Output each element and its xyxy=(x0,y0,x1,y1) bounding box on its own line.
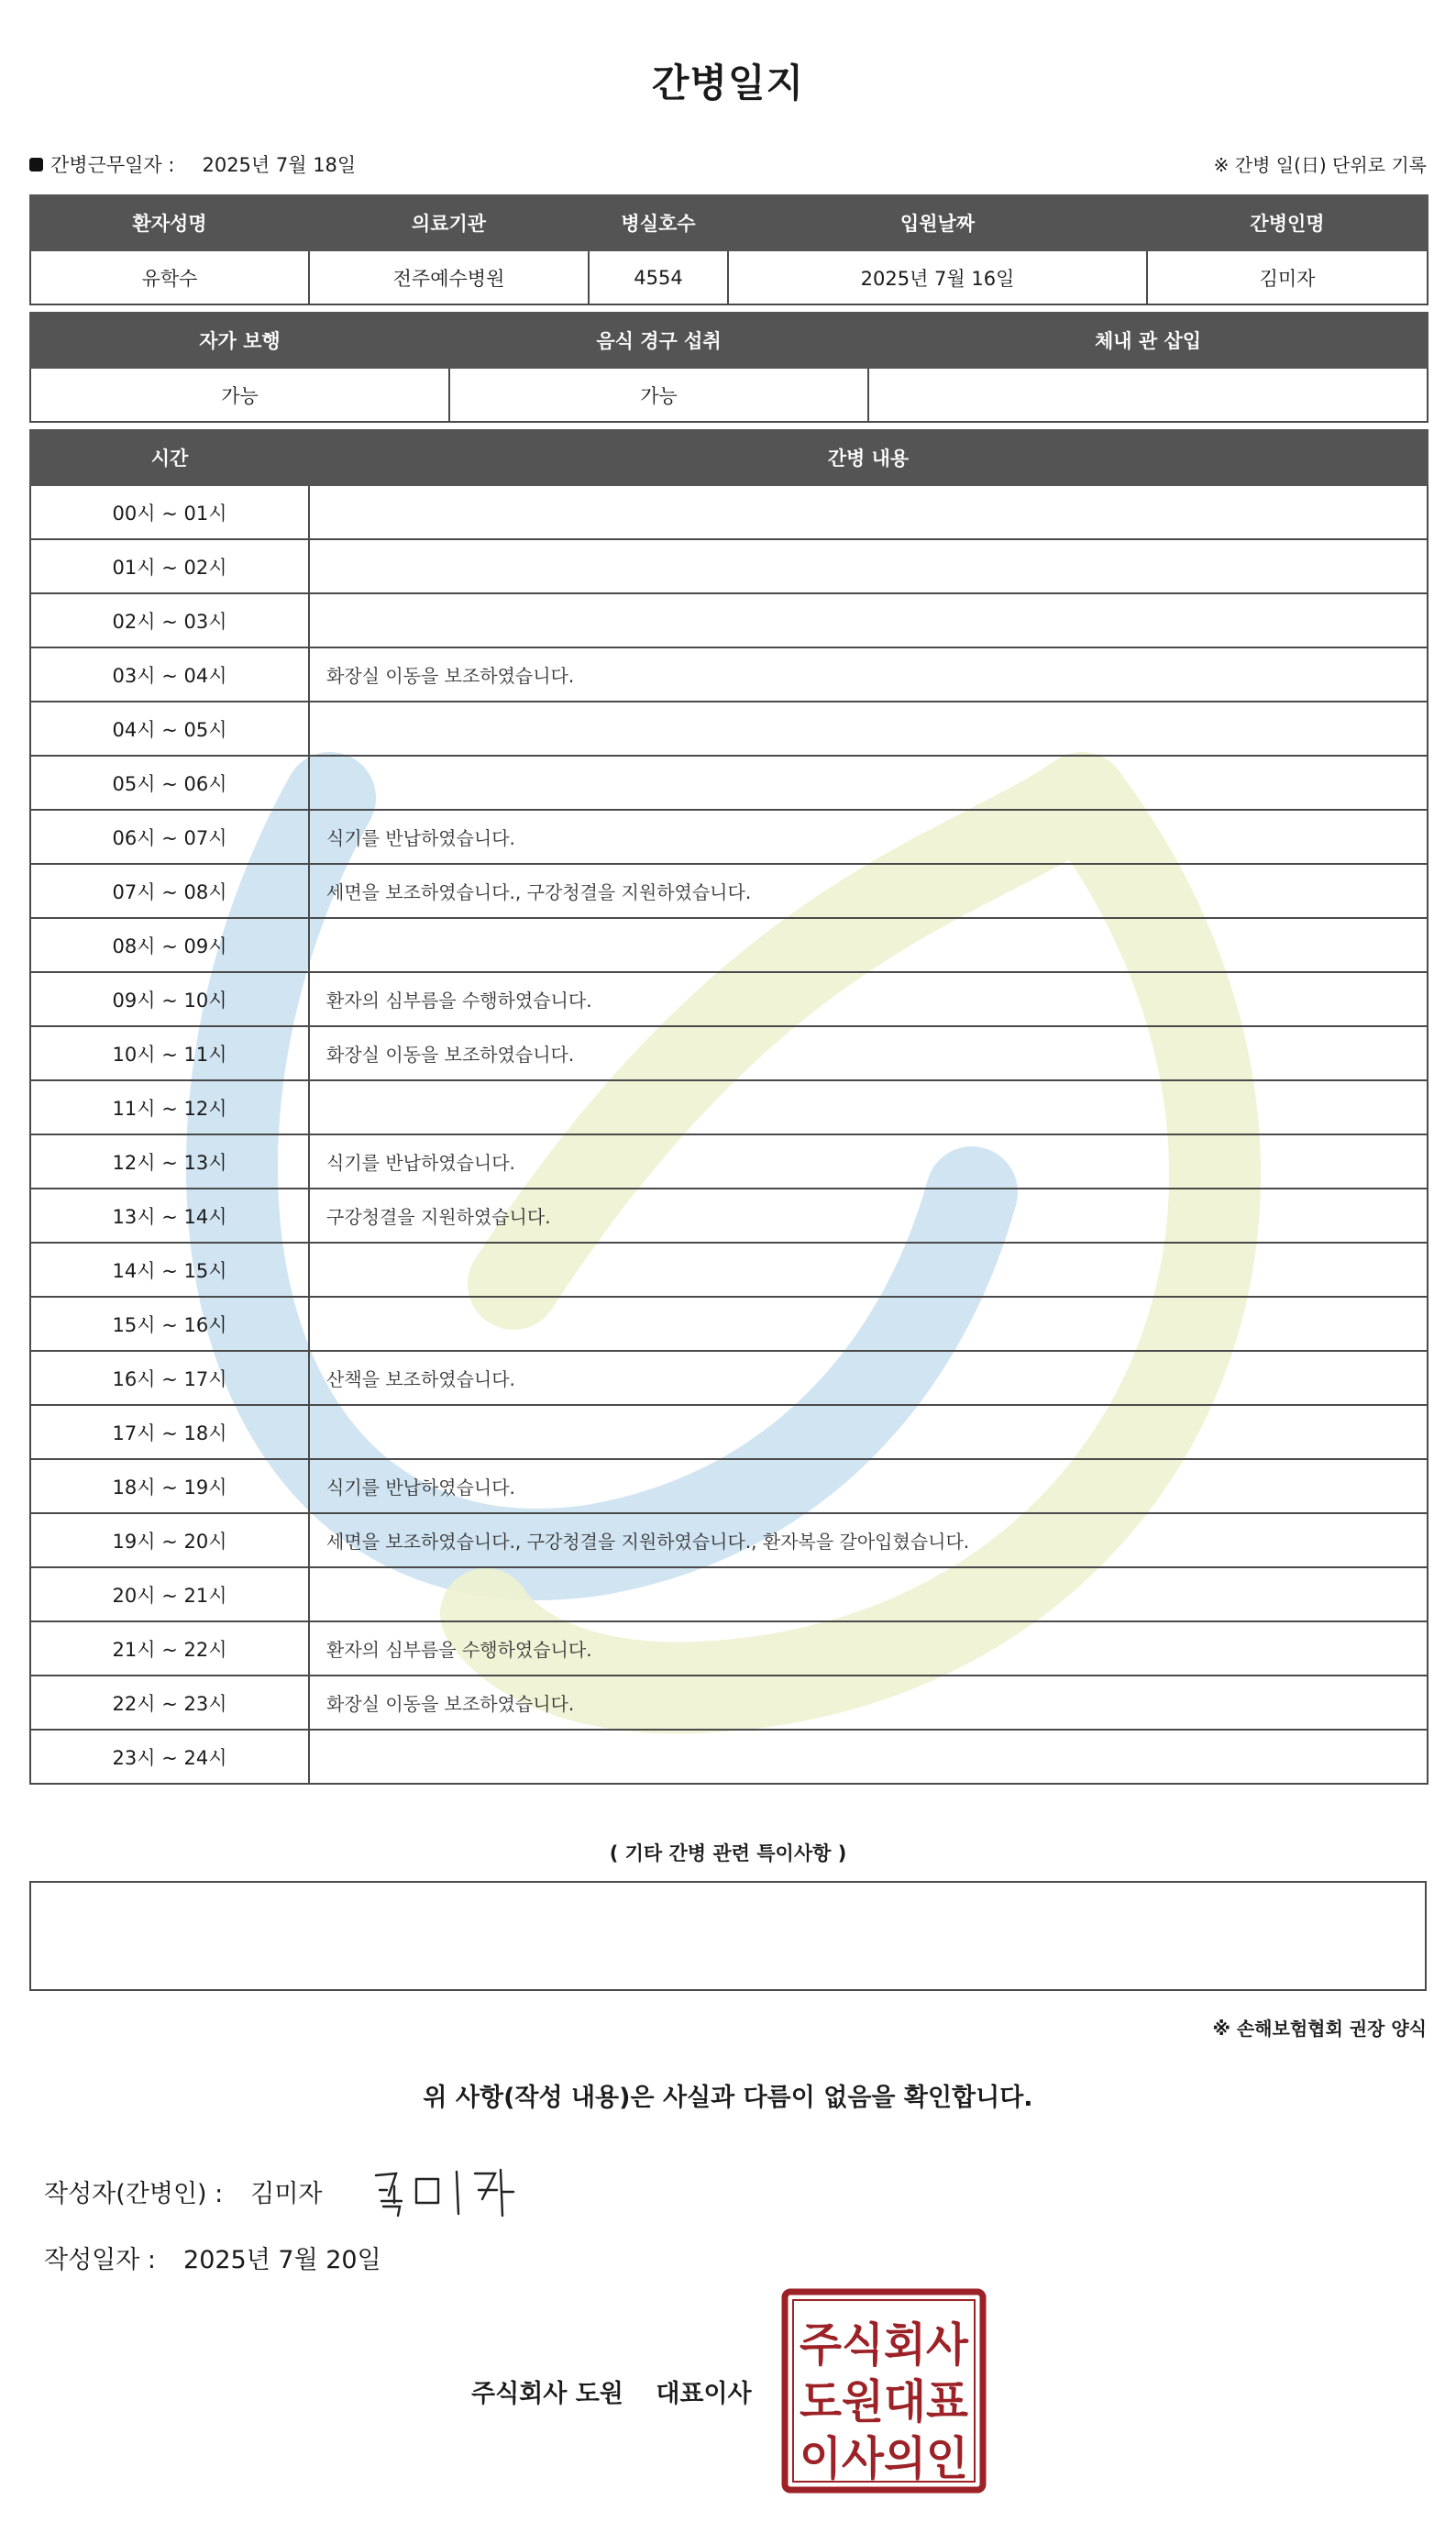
header-self-walking: 자가 보행 xyxy=(30,313,449,368)
time-slot: 09시 ~ 10시 xyxy=(30,972,309,1026)
care-content: 세면을 보조하였습니다., 구강청결을 지원하였습니다. xyxy=(309,864,1428,918)
care-content xyxy=(309,1730,1428,1784)
room-number: 4554 xyxy=(589,250,728,304)
patient-info-table xyxy=(29,194,1428,305)
time-slot: 12시 ~ 13시 xyxy=(30,1134,309,1189)
admission-date: 2025년 7월 16일 xyxy=(728,250,1147,304)
care-content: 화장실 이동을 보조하였습니다. xyxy=(309,1026,1428,1080)
time-slot: 14시 ~ 15시 xyxy=(30,1243,309,1297)
seal-line-3: 이사의인 xyxy=(800,2432,968,2485)
care-content xyxy=(309,702,1428,756)
care-content xyxy=(309,1405,1428,1459)
header-room-number: 병실호수 xyxy=(589,195,728,250)
writer-name: 김미자 xyxy=(250,2180,323,2208)
time-slot: 02시 ~ 03시 xyxy=(30,593,309,647)
header-admission-date: 입원날짜 xyxy=(728,195,1147,250)
page-title: 간병일지 xyxy=(651,61,805,105)
time-slot: 04시 ~ 05시 xyxy=(30,702,309,756)
care-content: 세면을 보조하였습니다., 구강청결을 지원하였습니다., 환자복을 갈아입혔습니다. xyxy=(309,1513,1428,1567)
company-name: 주식회사 도원 xyxy=(471,2380,623,2408)
work-date-label: 간병근무일자 : xyxy=(50,154,175,176)
table-row xyxy=(30,1134,1428,1189)
table-row xyxy=(30,593,1428,647)
form-source-note: ※ 손해보험협회 권장 양식 xyxy=(1212,2018,1427,2040)
table-row xyxy=(30,1080,1428,1134)
special-notes-title: ( 기타 간병 관련 특이사항 ) xyxy=(609,1842,847,1864)
care-content: 산책을 보조하였습니다. xyxy=(309,1351,1428,1405)
confirmation-statement: 위 사항(작성 내용)은 사실과 다름이 없음을 확인합니다. xyxy=(423,2084,1033,2112)
handwritten-signature xyxy=(369,2159,524,2223)
table-row xyxy=(30,1405,1428,1459)
time-slot: 16시 ~ 17시 xyxy=(30,1351,309,1405)
care-content xyxy=(309,1243,1428,1297)
patient-name: 유학수 xyxy=(30,250,309,304)
time-slot: 13시 ~ 14시 xyxy=(30,1189,309,1243)
header-care-content: 간병 내용 xyxy=(309,430,1428,485)
written-date-value: 2025년 7월 20일 xyxy=(183,2246,381,2274)
time-slot: 00시 ~ 01시 xyxy=(30,485,309,539)
time-slot: 21시 ~ 22시 xyxy=(30,1621,309,1676)
special-notes-box xyxy=(29,1881,1427,1991)
table-row xyxy=(30,539,1428,593)
care-schedule-table xyxy=(29,429,1428,1785)
time-slot: 06시 ~ 07시 xyxy=(30,810,309,864)
work-date xyxy=(29,150,356,178)
header-patient-name: 환자성명 xyxy=(30,195,309,250)
table-row xyxy=(30,647,1428,702)
schedule-body xyxy=(30,485,1428,1784)
table-row xyxy=(30,1459,1428,1513)
care-content xyxy=(309,593,1428,647)
care-content: 구강청결을 지원하였습니다. xyxy=(309,1189,1428,1243)
table-row xyxy=(30,1621,1428,1676)
seal-line-1: 주식회사 xyxy=(800,2318,969,2372)
care-content: 환자의 심부름을 수행하였습니다. xyxy=(309,972,1428,1026)
oral-intake-value: 가능 xyxy=(449,368,868,422)
table-row xyxy=(30,1189,1428,1243)
table-row xyxy=(30,1026,1428,1080)
time-slot: 11시 ~ 12시 xyxy=(30,1080,309,1134)
time-slot: 22시 ~ 23시 xyxy=(30,1676,309,1730)
work-date-value: 2025년 7월 18일 xyxy=(202,154,357,176)
writer-label: 작성자(간병인) : xyxy=(44,2180,224,2208)
header-oral-intake: 음식 경구 섭취 xyxy=(449,313,868,368)
table-row xyxy=(30,1676,1428,1730)
care-content xyxy=(309,1567,1428,1621)
ceo-title: 대표이사 xyxy=(656,2380,752,2408)
time-slot: 17시 ~ 18시 xyxy=(30,1405,309,1459)
care-content xyxy=(309,539,1428,593)
bullet-square-icon xyxy=(29,158,43,171)
hospital-name: 전주예수병원 xyxy=(309,250,589,304)
care-content xyxy=(309,1080,1428,1134)
time-slot: 05시 ~ 06시 xyxy=(30,756,309,810)
time-slot: 19시 ~ 20시 xyxy=(30,1513,309,1567)
patient-ability-table xyxy=(29,312,1428,423)
care-content: 환자의 심부름을 수행하였습니다. xyxy=(309,1621,1428,1676)
table-row xyxy=(30,485,1428,539)
time-slot: 20시 ~ 21시 xyxy=(30,1567,309,1621)
written-date-line xyxy=(44,2240,381,2275)
care-content: 식기를 반납하였습니다. xyxy=(309,810,1428,864)
table-row xyxy=(30,702,1428,756)
caregiver-name: 김미자 xyxy=(1147,250,1428,304)
time-slot: 08시 ~ 09시 xyxy=(30,918,309,972)
table-row xyxy=(30,1513,1428,1567)
tube-insertion-value xyxy=(868,368,1428,422)
table-row xyxy=(30,918,1428,972)
care-content: 화장실 이동을 보조하였습니다. xyxy=(309,647,1428,702)
record-unit-note: ※ 간병 일(日) 단위로 기록 xyxy=(1213,154,1427,176)
care-content: 식기를 반납하였습니다. xyxy=(309,1459,1428,1513)
table-row xyxy=(30,756,1428,810)
time-slot: 23시 ~ 24시 xyxy=(30,1730,309,1784)
company-signatory xyxy=(471,2373,752,2409)
header-caregiver-name: 간병인명 xyxy=(1147,195,1428,250)
table-row xyxy=(30,1567,1428,1621)
care-content xyxy=(309,485,1428,539)
writer-line xyxy=(44,2174,323,2209)
care-content: 식기를 반납하였습니다. xyxy=(309,1134,1428,1189)
table-row xyxy=(30,972,1428,1026)
care-content xyxy=(309,756,1428,810)
self-walking-value: 가능 xyxy=(30,368,449,422)
time-slot: 07시 ~ 08시 xyxy=(30,864,309,918)
table-row xyxy=(30,810,1428,864)
header-tube-insertion: 체내 관 삽입 xyxy=(868,313,1428,368)
table-row xyxy=(30,1351,1428,1405)
time-slot: 03시 ~ 04시 xyxy=(30,647,309,702)
time-slot: 18시 ~ 19시 xyxy=(30,1459,309,1513)
company-seal-stamp xyxy=(780,2287,987,2494)
time-slot: 10시 ~ 11시 xyxy=(30,1026,309,1080)
written-date-label: 작성일자 : xyxy=(44,2246,157,2274)
table-row xyxy=(30,864,1428,918)
care-content xyxy=(309,1297,1428,1351)
time-slot: 15시 ~ 16시 xyxy=(30,1297,309,1351)
table-row xyxy=(30,1297,1428,1351)
table-row xyxy=(30,1730,1428,1784)
table-row xyxy=(30,1243,1428,1297)
care-content xyxy=(309,918,1428,972)
care-content: 화장실 이동을 보조하였습니다. xyxy=(309,1676,1428,1730)
header-time: 시간 xyxy=(30,430,309,485)
header-hospital: 의료기관 xyxy=(309,195,589,250)
time-slot: 01시 ~ 02시 xyxy=(30,539,309,593)
seal-line-2: 도원대표 xyxy=(800,2375,969,2428)
meta-row xyxy=(29,150,1427,182)
